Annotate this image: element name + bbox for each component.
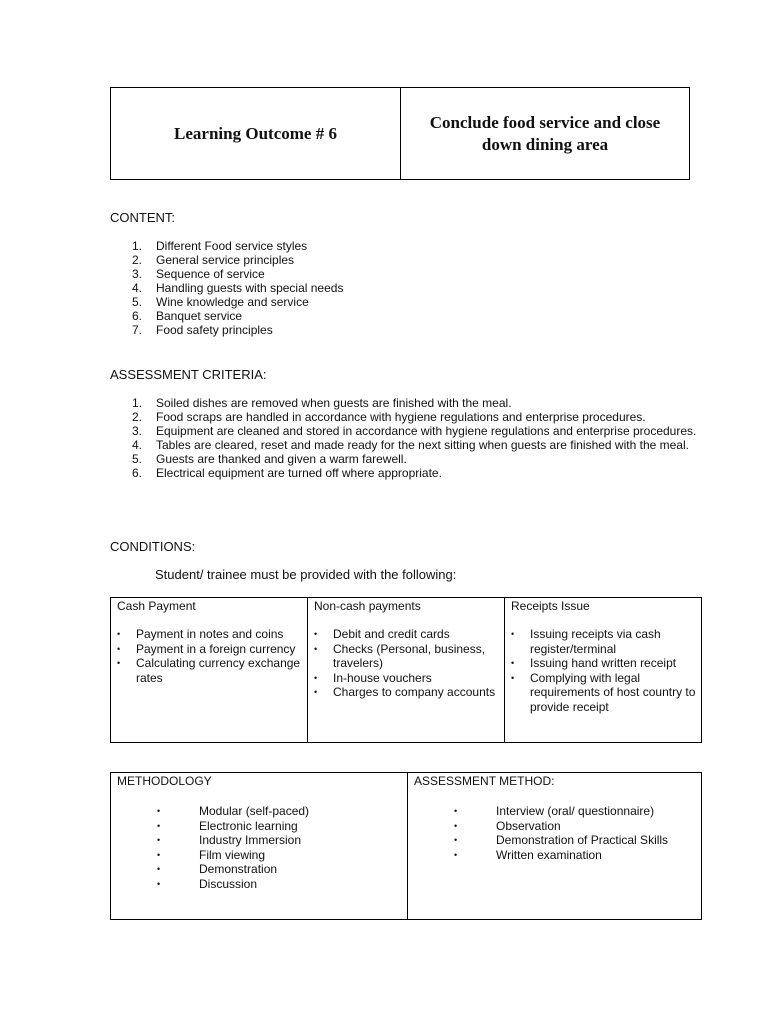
learning-outcome-number: Learning Outcome # 6: [111, 88, 401, 179]
list-item: • Demonstration of Practical Skills: [454, 833, 669, 847]
bullet-icon: •: [454, 820, 458, 831]
list-item: • Complying with legal requirements of host country to provide receipt: [511, 670, 696, 714]
list-item: • Calculating currency exchange rates: [117, 656, 301, 685]
conditions-heading: CONDITIONS:: [110, 539, 196, 554]
bullet-list: [505, 613, 701, 714]
learning-outcome-header: [110, 87, 690, 180]
list-item: 4. Tables are cleared, reset and made ready for the next sitting when guests are finished with the meal.: [132, 438, 689, 452]
cash-payment-cell: [111, 598, 308, 743]
bullet-icon: •: [157, 820, 161, 831]
list-item: • Industry Immersion: [157, 833, 302, 847]
bullet-icon: •: [511, 658, 515, 668]
list-item: 3. Equipment are cleaned and stored in accordance with hygiene regulations and enterprise procedures.: [132, 424, 697, 438]
bullet-icon: •: [157, 835, 161, 845]
list-item: • Payment in a foreign currency: [117, 641, 296, 656]
column-title: Receipts Issue: [511, 599, 590, 613]
learning-outcome-title: Conclude food service and close down dining area: [429, 112, 661, 154]
assessment-method-cell: [408, 773, 702, 920]
bullet-icon: •: [511, 672, 515, 683]
content-heading: CONTENT:: [110, 210, 175, 225]
list-item: • Electronic learning: [157, 818, 298, 833]
list-item: 2. General service principles: [132, 253, 295, 267]
bullet-list: [111, 613, 307, 685]
assessment-criteria-heading: ASSESSMENT CRITERIA:: [110, 367, 267, 382]
receipts-issue-cell: [505, 598, 702, 743]
bullet-icon: •: [157, 878, 161, 889]
bullet-icon: •: [314, 687, 318, 697]
list-item: 4. Handling guests with special needs: [132, 281, 344, 295]
list-item: • Demonstration: [157, 862, 278, 876]
bullet-list: [408, 788, 701, 862]
bullet-icon: •: [117, 643, 121, 654]
non-cash-payments-cell: [308, 598, 505, 743]
bullet-icon: •: [454, 849, 458, 860]
bullet-icon: •: [157, 849, 161, 860]
list-item: • Debit and credit cards: [314, 627, 450, 641]
list-item: • Discussion: [157, 876, 258, 891]
bullet-icon: •: [511, 629, 515, 639]
list-item: • Modular (self-paced): [157, 804, 310, 818]
list-item: • Checks (Personal, business, travelers): [314, 641, 486, 670]
column-title: Cash Payment: [117, 599, 196, 613]
list-item: 5. Wine knowledge and service: [132, 295, 309, 309]
list-item: • Charges to company accounts: [314, 685, 496, 699]
bullet-icon: •: [454, 835, 458, 845]
conditions-intro: Student/ trainee must be provided with the following:: [155, 567, 457, 582]
list-item: 1. Different Food service styles: [132, 239, 308, 253]
list-item: • Interview (oral/ questionnaire): [454, 804, 655, 818]
bullet-icon: •: [157, 806, 161, 816]
conditions-table: [110, 597, 702, 743]
list-item: 3. Sequence of service: [132, 267, 265, 281]
column-title: METHODOLOGY: [117, 774, 212, 788]
bullet-icon: •: [314, 629, 318, 639]
bullet-list: [308, 613, 504, 700]
list-item: 5. Guests are thanked and given a warm farewell.: [132, 452, 407, 466]
column-title: Non-cash payments: [314, 599, 421, 613]
list-item: 7. Food safety principles: [132, 323, 273, 337]
list-item: • Issuing hand written receipt: [511, 656, 677, 670]
list-item: • In-house vouchers: [314, 670, 432, 685]
content-list: [110, 239, 343, 337]
column-title: ASSESSMENT METHOD:: [414, 774, 555, 788]
bullet-icon: •: [314, 643, 318, 654]
methodology-cell: [111, 773, 408, 920]
list-item: • Payment in notes and coins: [117, 627, 284, 641]
list-item: 6. Banquet service: [132, 309, 243, 323]
list-item: 2. Food scraps are handled in accordance with hygiene regulations and enterprise procedures.: [132, 410, 646, 424]
methods-table: [110, 772, 702, 920]
list-item: • Observation: [454, 818, 561, 833]
list-item: 1. Soiled dishes are removed when guests are finished with the meal.: [132, 396, 512, 410]
list-item: • Film viewing: [157, 847, 266, 862]
list-item: • Issuing receipts via cash register/terminal: [511, 627, 661, 656]
bullet-icon: •: [454, 806, 458, 816]
bullet-list: [111, 788, 407, 891]
bullet-icon: •: [157, 864, 161, 874]
bullet-icon: •: [314, 672, 318, 683]
bullet-icon: •: [117, 629, 121, 639]
bullet-icon: •: [117, 658, 121, 668]
list-item: 6. Electrical equipment are turned off where appropriate.: [132, 466, 442, 480]
list-item: • Written examination: [454, 847, 602, 862]
assessment-criteria-list: [110, 396, 702, 480]
